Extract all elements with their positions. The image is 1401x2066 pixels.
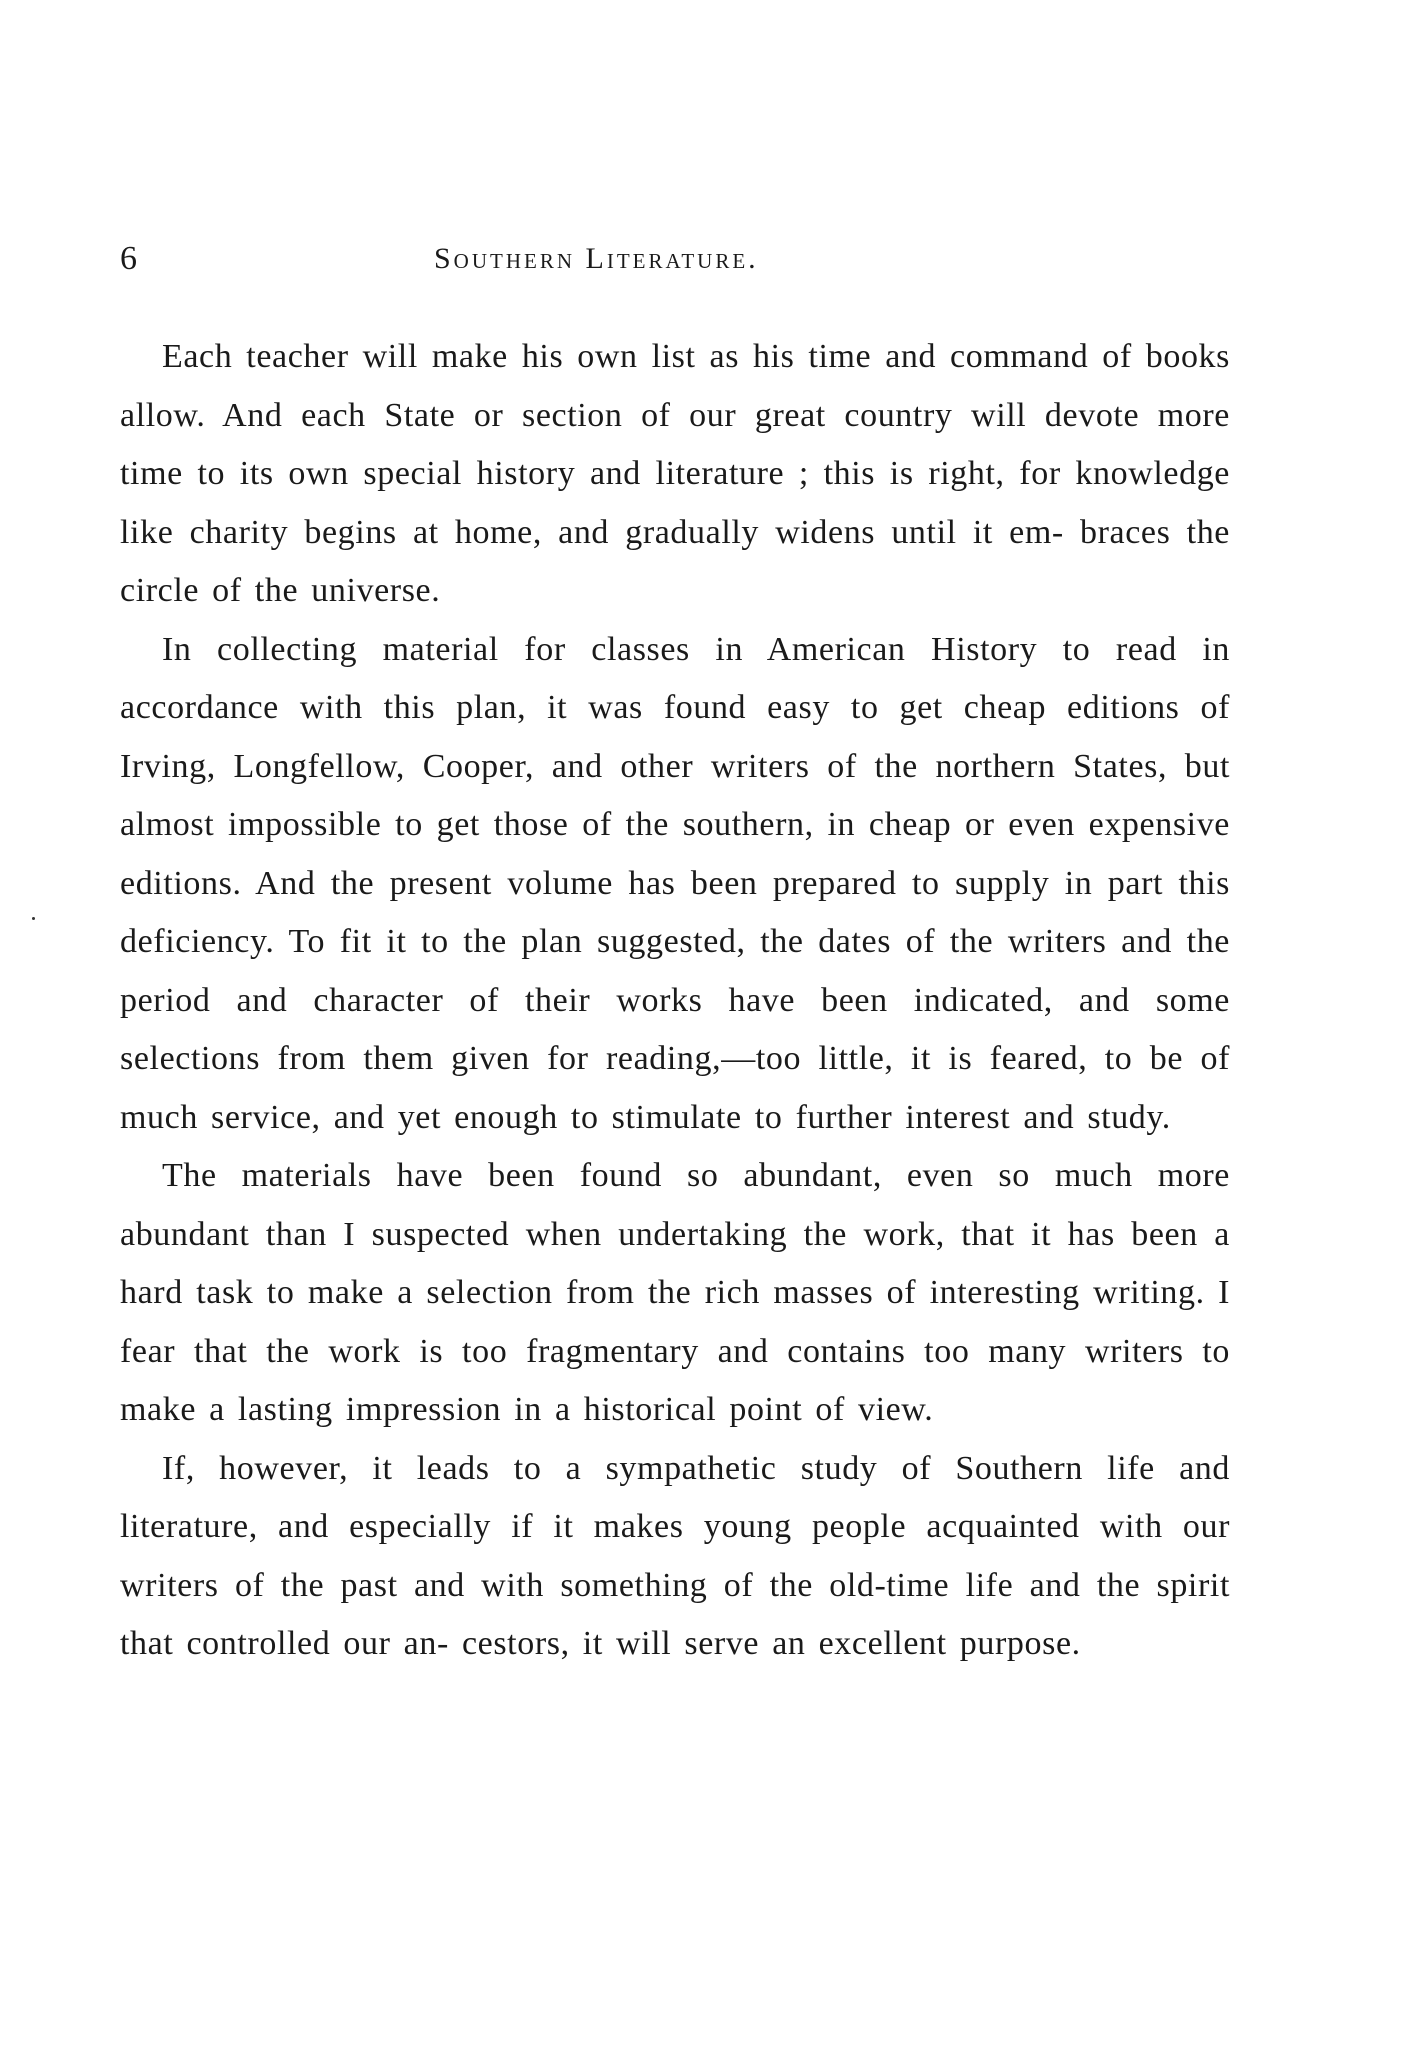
paragraph: Each teacher will make his own list as his time and command of books allow. And each State or section of our great country will devote more time to its own special history and literature ; this is right, for knowledge like charity begins at home, and gradually widens until it em- braces the circle of the universe. [120, 338, 1230, 609]
running-title: Southern Literature. [434, 242, 759, 275]
body-text [120, 328, 1230, 1674]
paragraph: If, however, it leads to a sympathetic study of Southern life and literature, and especially if it makes young people acquainted with our writers of the past and with something of the old-time life and the spirit that controlled our an- cestors, it will serve an excellent purpose. [120, 1449, 1230, 1662]
page-number: 6 [120, 240, 138, 277]
ink-speck [32, 917, 35, 920]
paragraph: In collecting material for classes in American History to read in accordance with this plan, it was found easy to get cheap editions of Irving, Longfellow, Cooper, and other writers of the northern States, but almost impossible to get those of the southern, in cheap or even expensive editions. And the present volume has been prepared to supply in part this deficiency. To fit it to the plan suggested, the dates of the writers and the period and character of their works have been indicated, and some selections from them given for reading,—too little, it is feared, to be of much service, and yet enough to stimulate to further interest and study. [120, 630, 1230, 1136]
paragraph: The materials have been found so abundant, even so much more abundant than I suspected when undertaking the work, that it has been a hard task to make a selection from the rich masses of interesting writing. I fear that the work is too fragmentary and contains too many writers to make a lasting impression in a historical point of view. [120, 1157, 1230, 1428]
running-head [120, 240, 1230, 290]
